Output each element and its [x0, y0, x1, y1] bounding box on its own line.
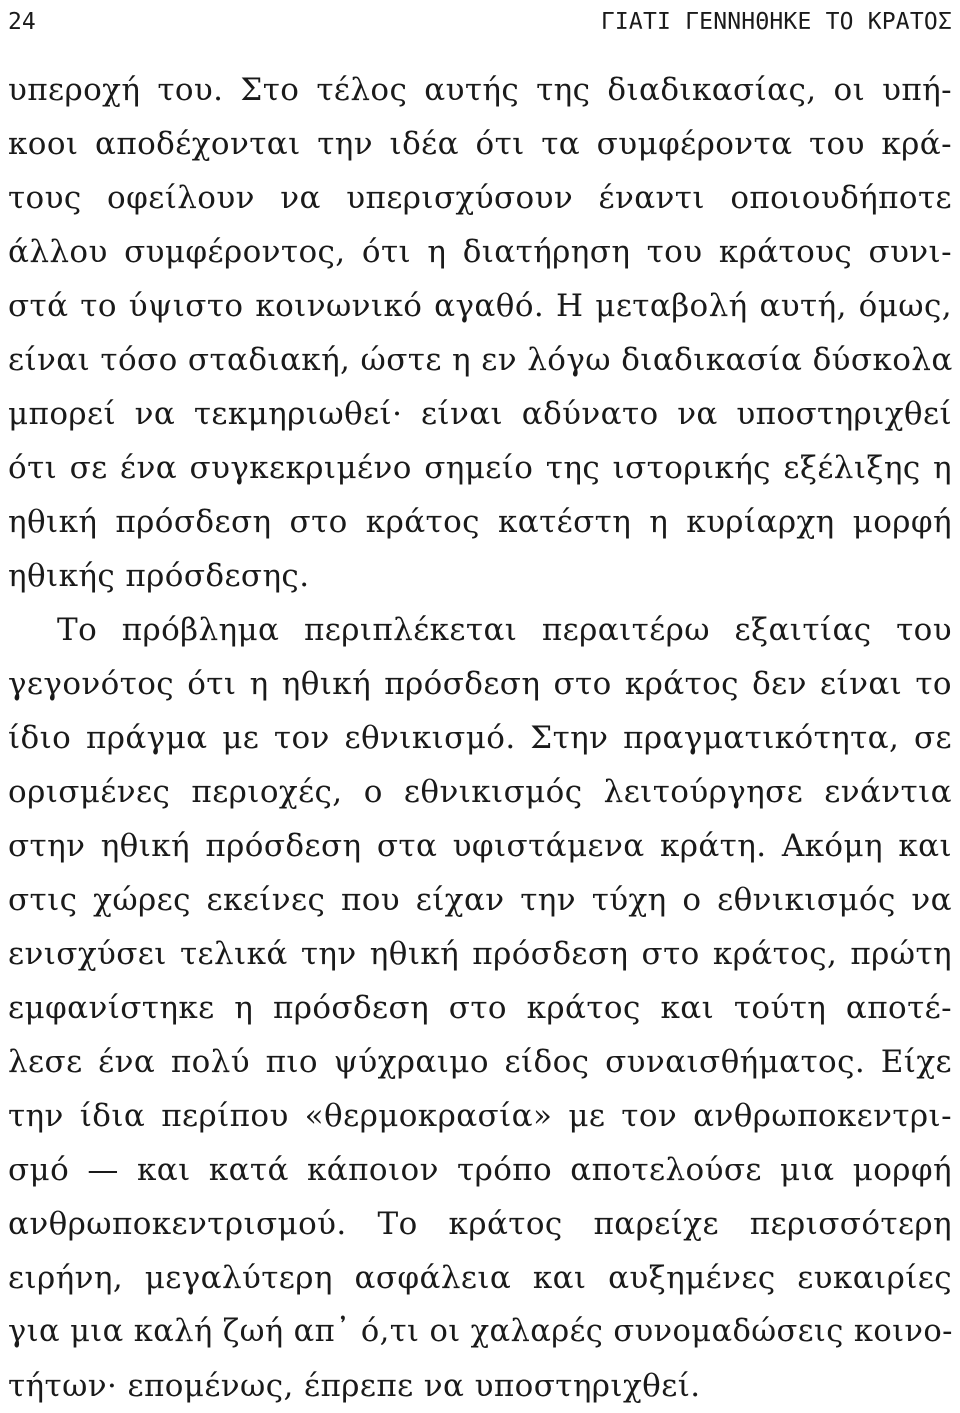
text-line: ίδιο πράγμα με τον εθνικισμό. Στην πραγματικότητα, σε: [8, 720, 952, 756]
text-line: την ίδια περίπου «θερμοκρασία» με τον ανθρωποκεντρι-: [8, 1098, 952, 1134]
page-number: 24: [8, 9, 36, 35]
body-text: [8, 63, 952, 1413]
text-line: Το πρόβλημα περιπλέκεται περαιτέρω εξαιτίας του: [57, 612, 952, 648]
text-line: ενισχύσει τελικά την ηθική πρόσδεση στο κράτος, πρώτη: [8, 936, 952, 972]
text-line: τήτων· επομένως, έπρεπε να υποστηριχθεί.: [8, 1368, 701, 1404]
text-line: ανθρωποκεντρισμού. Το κράτος παρείχε περισσότερη: [8, 1206, 952, 1242]
chapter-title: ΓΙΑΤΙ ΓΕΝΝΗΘΗΚΕ ΤΟ ΚΡΑΤΟΣ: [600, 9, 952, 35]
text-line: γεγονότος ότι η ηθική πρόσδεση στο κράτος δεν είναι το: [8, 666, 952, 702]
text-line: είναι τόσο σταδιακή, ώστε η εν λόγω διαδικασία δύσκολα: [8, 342, 953, 378]
text-line: κοοι αποδέχονται την ιδέα ότι τα συμφέροντα του κρά-: [8, 126, 952, 162]
text-line: στά το ύψιστο κοινωνικό αγαθό. Η μεταβολή αυτή, όμως,: [8, 288, 952, 324]
text-line: για μια καλή ζωή απ᾽ ό,τι οι χαλαρές συνομαδώσεις κοινο-: [8, 1314, 953, 1349]
text-line: στις χώρες εκείνες που είχαν την τύχη ο εθνικισμός να: [8, 882, 952, 918]
text-line: υπεροχή του. Στο τέλος αυτής της διαδικασίας, οι υπή-: [8, 72, 952, 108]
running-head: [8, 4, 952, 40]
text-line: ηθικής πρόσδεσης.: [8, 558, 310, 594]
paragraph-2: [8, 603, 952, 1413]
text-line: σμό — και κατά κάποιον τρόπο αποτελούσε μια μορφή: [8, 1152, 952, 1188]
text-line: εμφανίστηκε η πρόσδεση στο κράτος και τούτη αποτέ-: [8, 990, 952, 1026]
paragraph-1: [8, 63, 952, 603]
text-line: ηθική πρόσδεση στο κράτος κατέστη η κυρίαρχη μορφή: [8, 504, 952, 540]
text-line: ειρήνη, μεγαλύτερη ασφάλεια και αυξημένες ευκαιρίες: [8, 1260, 952, 1296]
text-line: ότι σε ένα συγκεκριμένο σημείο της ιστορικής εξέλιξης η: [8, 450, 952, 486]
text-line: ορισμένες περιοχές, ο εθνικισμός λειτούργησε ενάντια: [8, 774, 952, 810]
text-line: στην ηθική πρόσδεση στα υφιστάμενα κράτη. Ακόμη και: [8, 828, 952, 864]
text-line: μπορεί να τεκμηριωθεί· είναι αδύνατο να υποστηριχθεί: [8, 396, 952, 432]
text-line: λεσε ένα πολύ πιο ψύχραιμο είδος συναισθήματος. Είχε: [8, 1044, 952, 1080]
text-line: τους οφείλουν να υπερισχύσουν έναντι οποιουδήποτε: [8, 180, 952, 216]
text-line: άλλου συμφέροντος, ότι η διατήρηση του κράτους συνι-: [8, 234, 952, 270]
